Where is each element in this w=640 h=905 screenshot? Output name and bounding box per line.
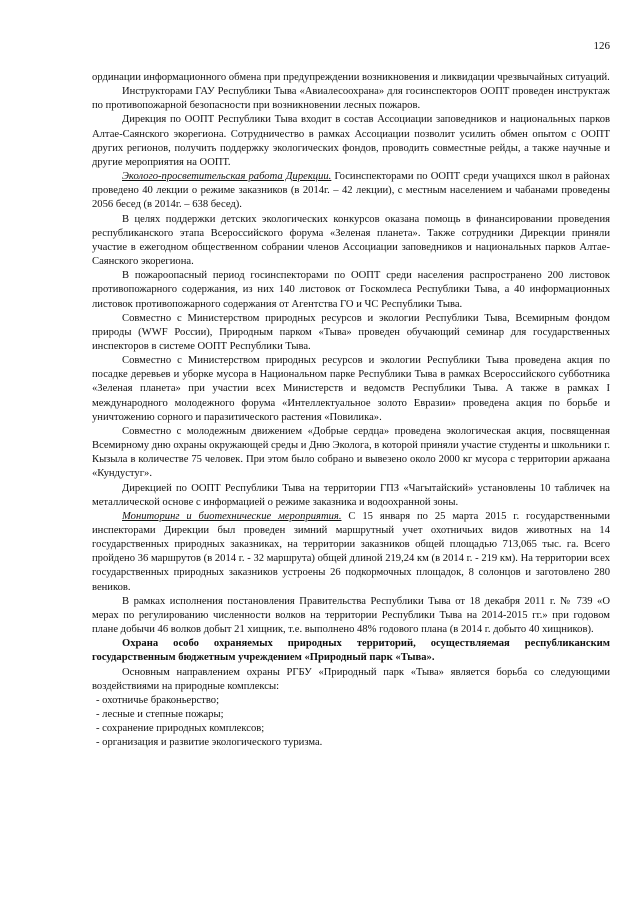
paragraph: Совместно с молодежным движением «Добрые сердца» проведена экологическая акция, посвященная Всемирному дню охраны окружающей среды и Дню Эколога, в которой приняли участие студенты и школьники г. Кызыла в количестве 75 человек. При этом было собрано и вывезено около 2000 кг мусора с территории аржаана «Кундустуг». xyxy=(92,425,610,480)
section-lead: Эколого-просветительская работа Дирекции. xyxy=(122,171,332,183)
paragraph-text: Госинспекторами по ООПТ среди учащихся школ в районах проведено 40 лекции о режиме заказников (в 2014г. – 42 лекции), с местным населением и чабанами проведены 2056 бесед (в 2014г. – 638 бесед). xyxy=(92,171,610,211)
paragraph: Дирекция по ООПТ Республики Тыва входит в состав Ассоциации заповедников и национальных парков Алтае-Саянского экорегиона. Сотрудничество в рамках Ассоциации позволит усилить обмен опытом с ООПТ других регионов, получить поддержку экологических фондов, проводить совместные рейды, а также научные и другие мероприятия на ООПТ. xyxy=(92,114,610,168)
paragraph: В рамках исполнения постановления Правительства Республики Тыва от 18 декабря 2011 г. № 739 «О мерах по регулированию численности волков на территории Республики Тыва на 2014-2015 гг.» при годовом плане добычи 46 волков добыт 21 хищник, т.е. выполнено 48% годового плана (в 2014 г. добыто 40 хищников). xyxy=(92,595,610,636)
paragraph: Инструкторами ГАУ Республики Тыва «Авиалесоохрана» для госинспекторов ООПТ проведен инструктаж по противопожарной безопасности при возникновении лесных пожаров. xyxy=(92,86,610,112)
section-lead: Мониторинг и биотехнические мероприятия. xyxy=(122,510,342,522)
paragraph xyxy=(92,170,610,212)
list-item: - сохранение природных комплексов; xyxy=(96,723,265,735)
list-item: - лесные и степные пожары; xyxy=(96,709,224,721)
paragraph: Дирекцией по ООПТ Республики Тыва на территории ГПЗ «Чагытайский» установлены 10 табличек на металлической основе с информацией о режиме заказника и водоохранной зоны. xyxy=(92,482,610,508)
paragraph-text: С 15 января по 25 марта 2015 г. государственными инспекторами Дирекции был проведен зимний маршрутный учет охотничьих видов животных на 14 государственных природных заказниках, на территории заказников общей площадью 713,065 тыс. га. Всего пройдено 36 маршрутов (в 2014 г. - 32 маршрута) общей длиной 219,24 км (в 2014 г. - 219 км). На территории всех государственных природных заказников устроены 26 подкормочных площадок, 8 солонцов и заготовлено 280 веников. xyxy=(92,510,611,593)
paragraph: ординации информационного обмена при предупреждении возникновения и ликвидации чрезвычайных ситуаций. xyxy=(92,72,610,83)
paragraph: В целях поддержки детских экологических конкурсов оказана помощь в финансировании проведения республиканского этапа Всероссийского форума «Зеленая планета». Также сотрудники Дирекции приняли участие в ежегодном общественном собрании членов Ассоциации заповедников и национальных парков Алтае-Саянского экорегиона. xyxy=(92,213,610,268)
document-body xyxy=(92,71,610,751)
section-heading: Охрана особо охраняемых природных территорий, осуществляемая республиканским государственным бюджетным учреждением «Природный парк «Тыва». xyxy=(92,638,610,664)
paragraph: В пожароопасный период госинспекторами по ООПТ среди населения распространено 200 листовок противопожарного содержания, из них 140 листовок от Госкомлеса Республики Тыва, а 40 информационных листовок противопожарного содержания от Агентства ГО и ЧС Республики Тыва. xyxy=(92,270,610,310)
page-number: 126 xyxy=(593,40,610,52)
bullet-list xyxy=(92,694,610,751)
paragraph: Совместно с Министерством природных ресурсов и экологии Республики Тыва, Всемирным фондом природы (WWF России), Природным парком «Тыва» проведен обучающий семинар для государственных инспекторов в системе ООПТ Республики Тыва. xyxy=(92,312,610,352)
paragraph: Совместно с Министерством природных ресурсов и экологии Республики Тыва проведена акция по посадке деревьев и уборке мусора в Национальном парке Республики Тыва в рамках Всероссийского субботника «Зеленая планета» при участии всех Министерств и ведомств Республики Тыва. А также в рамках I международного молодежного форума «Интеллектуальное золото Евразии» проведена акция по борьбе и уничтожению сорного и паразитического растения «Повилика». xyxy=(92,355,610,423)
paragraph: Основным направлением охраны РГБУ «Природный парк «Тыва» является борьба со следующими воздействиями на природные комплексы: xyxy=(92,666,610,692)
paragraph xyxy=(92,510,610,595)
list-item: - охотничье браконьерство; xyxy=(96,694,220,706)
list-item: - организация и развитие экологического туризма. xyxy=(96,737,323,749)
